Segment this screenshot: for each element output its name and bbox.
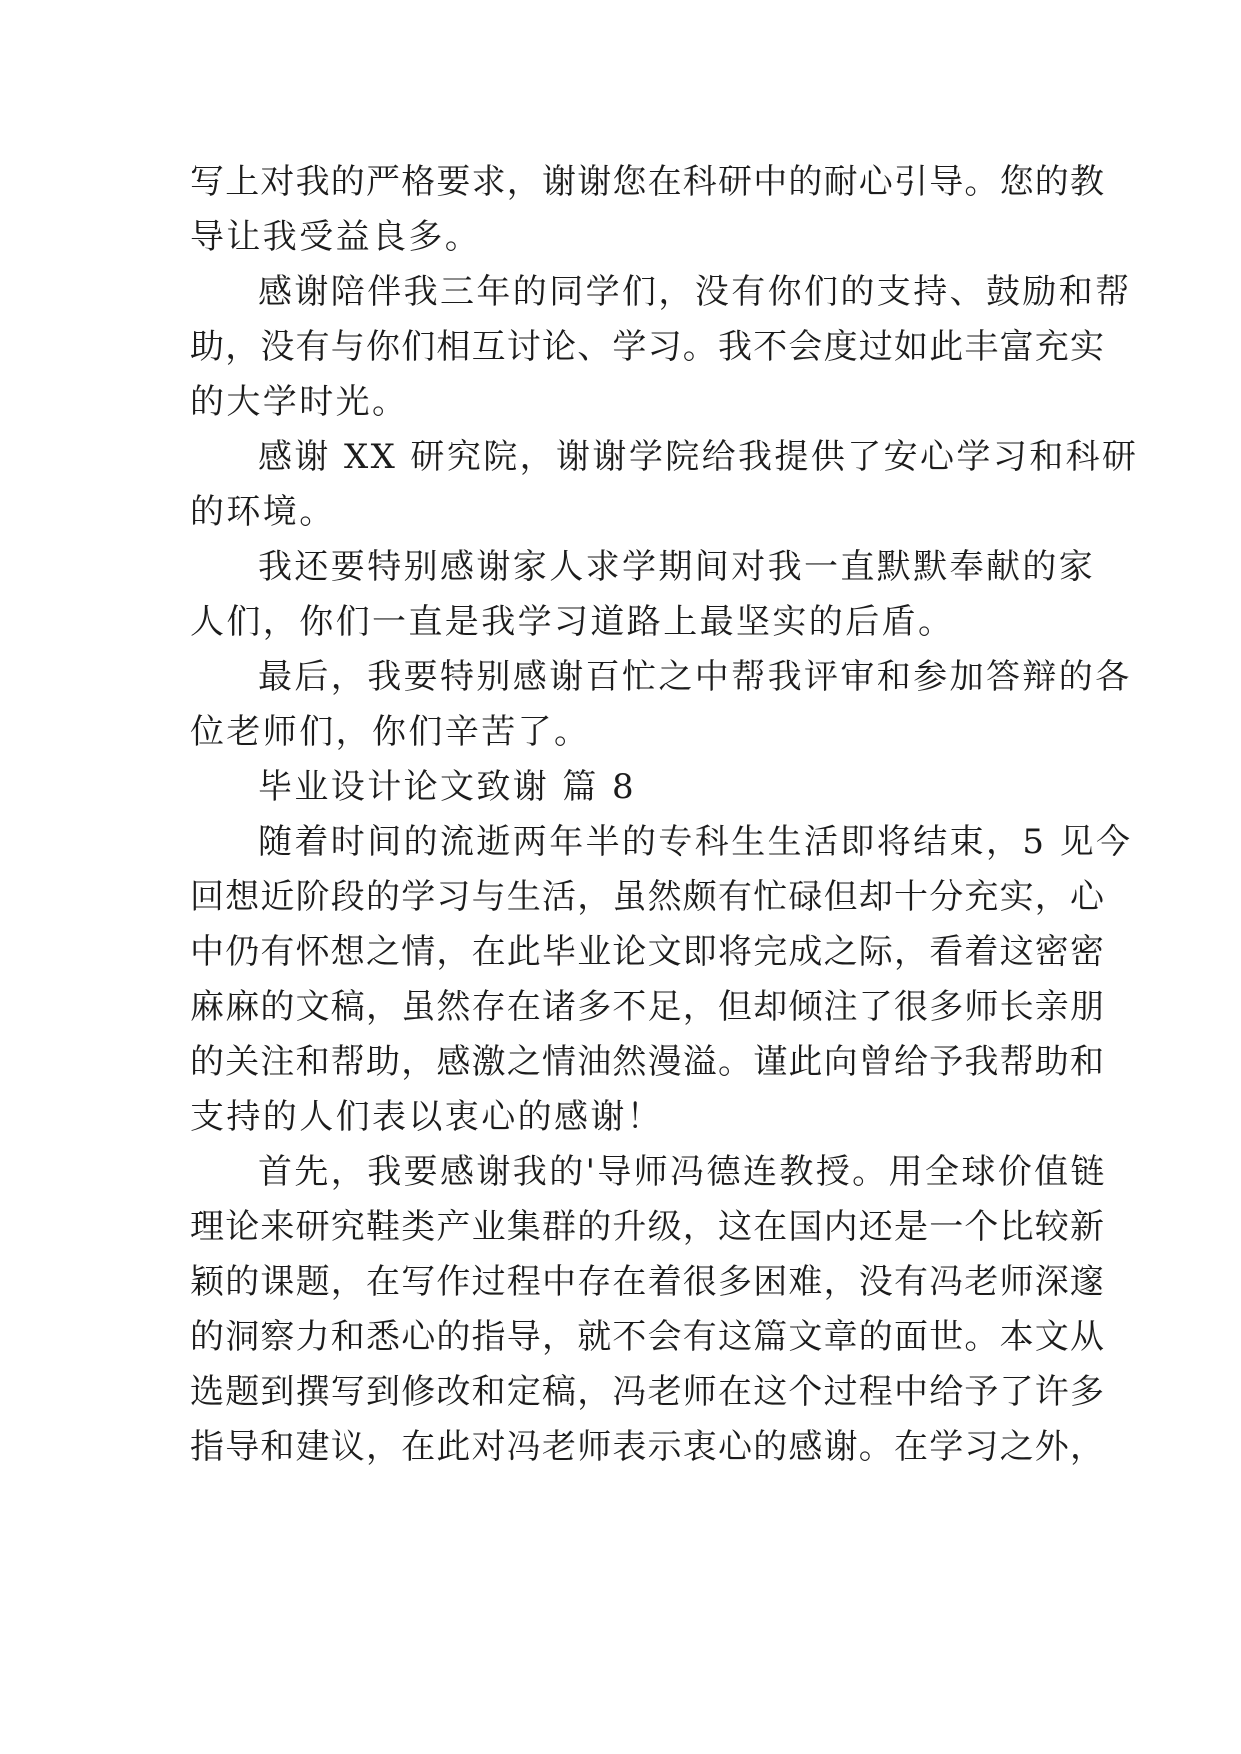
text-line: 位老师们，你们辛苦了。 (190, 712, 591, 752)
text-line: 写上对我的严格要求，谢谢您在科研中的耐心引导。您的教 (190, 162, 1106, 202)
paragraph-start: 感谢 XX 研究院，谢谢学院给我提供了安心学习和科研 (258, 437, 1139, 477)
paragraph-start: 我还要特别感谢家人求学期间对我一直默默奉献的家 (258, 547, 1096, 587)
text-line: 理论来研究鞋类产业集群的升级，这在国内还是一个比较新 (190, 1207, 1106, 1247)
text-line: 导让我受益良多。 (190, 217, 482, 257)
text-line: 助，没有与你们相互讨论、学习。我不会度过如此丰富充实 (190, 327, 1106, 367)
text-line: 的大学时光。 (190, 382, 409, 422)
text-line: 的环境。 (190, 492, 336, 532)
section-heading: 毕业设计论文致谢 篇 8 (258, 767, 637, 807)
text-line: 支持的人们表以衷心的感谢！ (190, 1097, 664, 1137)
paragraph-start: 最后，我要特别感谢百忙之中帮我评审和参加答辩的各 (258, 657, 1132, 697)
paragraph-start: 首先，我要感谢我的'导师冯德连教授。用全球价值链 (258, 1152, 1107, 1192)
text-line: 颖的课题，在写作过程中存在着很多困难，没有冯老师深邃 (190, 1262, 1106, 1302)
text-line: 的关注和帮助，感激之情油然漫溢。谨此向曾给予我帮助和 (190, 1042, 1106, 1082)
text-line: 指导和建议，在此对冯老师表示衷心的感谢。在学习之外， (190, 1427, 1106, 1467)
text-line: 回想近阶段的学习与生活，虽然颇有忙碌但却十分充实，心 (190, 877, 1106, 917)
text-line: 麻麻的文稿，虽然存在诸多不足，但却倾注了很多师长亲朋 (190, 987, 1106, 1027)
text-line: 人们，你们一直是我学习道路上最坚实的后盾。 (190, 602, 955, 642)
text-line: 中仍有怀想之情，在此毕业论文即将完成之际，看着这密密 (190, 932, 1106, 972)
paragraph-start: 随着时间的流逝两年半的专科生生活即将结束，5 见今 (258, 822, 1133, 862)
text-line: 的洞察力和悉心的指导，就不会有这篇文章的面世。本文从 (190, 1317, 1106, 1357)
paragraph-start: 感谢陪伴我三年的同学们，没有你们的支持、鼓励和帮 (258, 272, 1132, 312)
text-line: 选题到撰写到修改和定稿，冯老师在这个过程中给予了许多 (190, 1372, 1106, 1412)
